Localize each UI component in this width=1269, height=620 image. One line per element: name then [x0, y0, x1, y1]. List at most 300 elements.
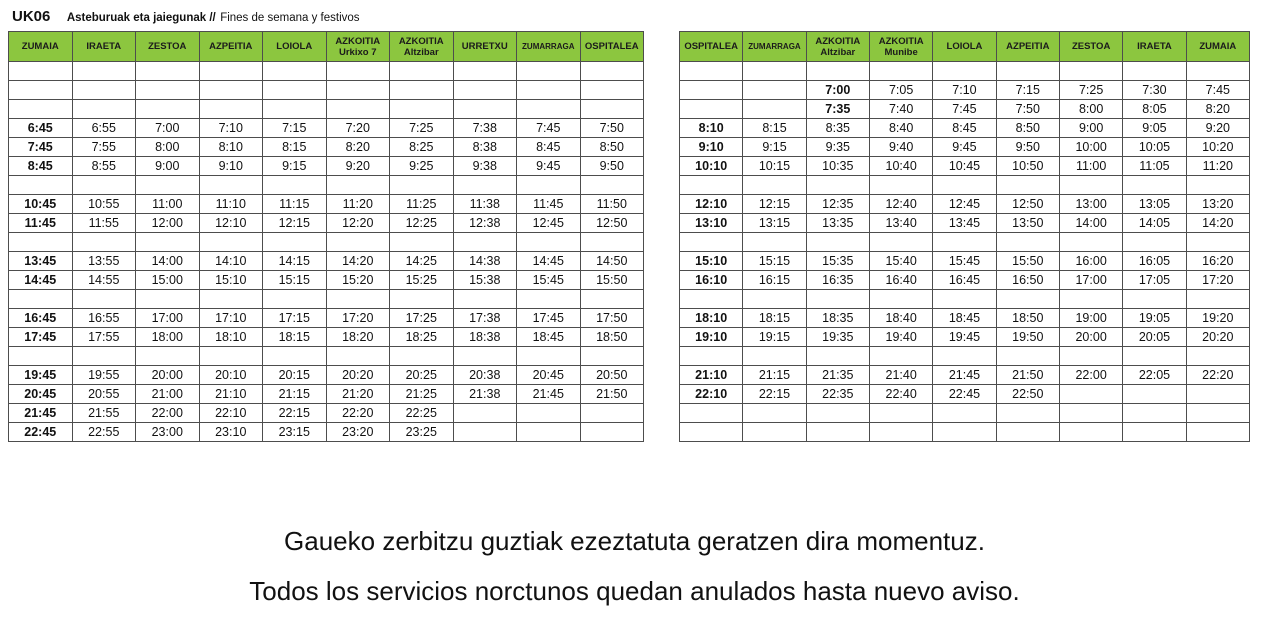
- time-cell: [9, 81, 73, 100]
- time-cell: 9:40: [869, 138, 932, 157]
- time-cell: [680, 62, 743, 81]
- time-cell: [326, 62, 390, 81]
- time-cell: 21:15: [263, 385, 327, 404]
- time-cell: [390, 176, 454, 195]
- time-cell: [453, 423, 517, 442]
- time-cell: 7:40: [869, 100, 932, 119]
- time-cell: 8:45: [933, 119, 996, 138]
- time-cell: 20:00: [1059, 328, 1122, 347]
- time-cell: [517, 347, 581, 366]
- time-cell: [806, 62, 869, 81]
- time-cell: [1186, 385, 1249, 404]
- time-cell: 23:25: [390, 423, 454, 442]
- time-cell: 23:00: [136, 423, 200, 442]
- time-cell: 14:00: [1059, 214, 1122, 233]
- time-cell: [580, 347, 644, 366]
- time-cell: 16:05: [1123, 252, 1186, 271]
- time-cell: 15:15: [743, 252, 806, 271]
- time-cell: [326, 290, 390, 309]
- time-cell: [263, 347, 327, 366]
- column-header: [1186, 32, 1249, 62]
- time-cell: [996, 423, 1059, 442]
- time-cell: 12:10: [199, 214, 263, 233]
- time-cell: [326, 100, 390, 119]
- time-cell: 23:10: [199, 423, 263, 442]
- time-cell: 13:45: [933, 214, 996, 233]
- column-stop-name: Altzibar: [403, 46, 439, 58]
- column-header: [869, 32, 932, 62]
- time-cell: [580, 233, 644, 252]
- table-row: [9, 195, 644, 214]
- column-station-name: AZKOITIA: [335, 35, 381, 47]
- time-cell: 15:25: [390, 271, 454, 290]
- time-cell: 17:15: [263, 309, 327, 328]
- timetable-return: [679, 31, 1250, 442]
- time-cell: [390, 100, 454, 119]
- column-station-name: LOIOLA: [946, 41, 983, 52]
- column-header: [806, 32, 869, 62]
- time-cell: [1123, 404, 1186, 423]
- time-cell: [680, 347, 743, 366]
- header-row: [9, 32, 644, 62]
- time-cell: [390, 290, 454, 309]
- time-cell: 7:25: [1059, 81, 1122, 100]
- time-cell: [806, 347, 869, 366]
- column-stop-name: Altzibar: [820, 46, 856, 58]
- table-row: [9, 347, 644, 366]
- time-cell: [453, 81, 517, 100]
- time-cell: 13:20: [1186, 195, 1249, 214]
- time-cell: 19:00: [1059, 309, 1122, 328]
- time-cell: 14:50: [580, 252, 644, 271]
- time-cell: 8:35: [806, 119, 869, 138]
- time-cell: 20:50: [580, 366, 644, 385]
- table-row: [680, 233, 1250, 252]
- time-cell: [263, 62, 327, 81]
- table-row: [680, 328, 1250, 347]
- time-cell: 7:05: [869, 81, 932, 100]
- table-row: [9, 62, 644, 81]
- time-cell: 17:05: [1123, 271, 1186, 290]
- table-row: [9, 328, 644, 347]
- time-cell: [1123, 347, 1186, 366]
- column-station-name: URRETXU: [461, 41, 508, 52]
- time-cell: 22:50: [996, 385, 1059, 404]
- time-cell: [933, 404, 996, 423]
- time-cell: 12:50: [580, 214, 644, 233]
- time-cell: [390, 62, 454, 81]
- time-cell: 9:50: [580, 157, 644, 176]
- time-cell: 7:15: [996, 81, 1059, 100]
- time-cell: [263, 290, 327, 309]
- time-cell: 22:55: [72, 423, 136, 442]
- time-cell: 18:45: [517, 328, 581, 347]
- column-header: [680, 32, 743, 62]
- time-cell: [199, 290, 263, 309]
- time-cell: 7:00: [806, 81, 869, 100]
- time-cell: [680, 233, 743, 252]
- time-cell: 19:15: [743, 328, 806, 347]
- time-cell: 13:55: [72, 252, 136, 271]
- table-row: [9, 404, 644, 423]
- time-cell: 15:50: [996, 252, 1059, 271]
- time-cell: 11:20: [326, 195, 390, 214]
- time-cell: 15:20: [326, 271, 390, 290]
- time-cell: 8:45: [517, 138, 581, 157]
- time-cell: [263, 81, 327, 100]
- time-cell: 19:05: [1123, 309, 1186, 328]
- time-cell: [680, 81, 743, 100]
- time-cell: 8:25: [390, 138, 454, 157]
- column-station-name: ZESTOA: [148, 41, 187, 52]
- time-cell: 17:45: [517, 309, 581, 328]
- time-cell: 11:20: [1186, 157, 1249, 176]
- time-cell: 22:20: [326, 404, 390, 423]
- time-cell: 19:20: [1186, 309, 1249, 328]
- time-cell: [1123, 233, 1186, 252]
- time-cell: [1059, 385, 1122, 404]
- time-cell: 21:00: [136, 385, 200, 404]
- time-cell: 18:50: [996, 309, 1059, 328]
- time-cell: [1186, 176, 1249, 195]
- time-cell: 22:20: [1186, 366, 1249, 385]
- time-cell: 21:45: [933, 366, 996, 385]
- time-cell: 8:45: [9, 157, 73, 176]
- time-cell: 18:38: [453, 328, 517, 347]
- column-stop-name: Urkixo 7: [339, 46, 377, 58]
- table-row: [680, 176, 1250, 195]
- time-cell: 10:20: [1186, 138, 1249, 157]
- time-cell: [517, 62, 581, 81]
- time-cell: 9:20: [326, 157, 390, 176]
- time-cell: 10:40: [869, 157, 932, 176]
- time-cell: 17:50: [580, 309, 644, 328]
- time-cell: 11:15: [263, 195, 327, 214]
- table-row: [680, 252, 1250, 271]
- time-cell: [453, 404, 517, 423]
- time-cell: [453, 233, 517, 252]
- time-cell: 14:25: [390, 252, 454, 271]
- time-cell: 7:45: [9, 138, 73, 157]
- time-cell: [869, 62, 932, 81]
- time-cell: 8:55: [72, 157, 136, 176]
- time-cell: 12:10: [680, 195, 743, 214]
- time-cell: 20:45: [517, 366, 581, 385]
- time-cell: [933, 62, 996, 81]
- column-header: [517, 32, 581, 62]
- time-cell: 15:45: [517, 271, 581, 290]
- time-cell: 10:15: [743, 157, 806, 176]
- table-row: [9, 100, 644, 119]
- time-cell: 21:20: [326, 385, 390, 404]
- notice-spanish: Todos los servicios norctunos quedan anulados hasta nuevo aviso.: [249, 576, 1020, 606]
- time-cell: 21:50: [996, 366, 1059, 385]
- time-cell: 12:40: [869, 195, 932, 214]
- time-cell: 19:35: [806, 328, 869, 347]
- time-cell: [996, 290, 1059, 309]
- time-cell: 18:35: [806, 309, 869, 328]
- time-cell: 9:15: [743, 138, 806, 157]
- time-cell: 8:38: [453, 138, 517, 157]
- time-cell: 20:20: [326, 366, 390, 385]
- time-cell: 21:50: [580, 385, 644, 404]
- time-cell: [680, 423, 743, 442]
- time-cell: [933, 176, 996, 195]
- time-cell: [517, 233, 581, 252]
- time-cell: [743, 176, 806, 195]
- time-cell: [326, 81, 390, 100]
- table-row: [680, 290, 1250, 309]
- time-cell: [933, 290, 996, 309]
- time-cell: 7:45: [517, 119, 581, 138]
- table-row: [9, 366, 644, 385]
- time-cell: [1059, 404, 1122, 423]
- time-cell: 15:38: [453, 271, 517, 290]
- time-cell: [869, 404, 932, 423]
- time-cell: [72, 100, 136, 119]
- time-cell: 13:45: [9, 252, 73, 271]
- time-cell: 21:15: [743, 366, 806, 385]
- time-cell: 22:05: [1123, 366, 1186, 385]
- time-cell: 8:10: [199, 138, 263, 157]
- table-row: [680, 366, 1250, 385]
- time-cell: 17:55: [72, 328, 136, 347]
- time-cell: [136, 233, 200, 252]
- time-cell: 14:45: [517, 252, 581, 271]
- time-cell: 17:38: [453, 309, 517, 328]
- column-station-name: OSPITALEA: [684, 41, 738, 52]
- time-cell: 14:10: [199, 252, 263, 271]
- time-cell: 21:45: [517, 385, 581, 404]
- table-row: [680, 62, 1250, 81]
- time-cell: [869, 233, 932, 252]
- time-cell: 20:00: [136, 366, 200, 385]
- table-row: [9, 157, 644, 176]
- time-cell: 18:00: [136, 328, 200, 347]
- time-cell: [869, 423, 932, 442]
- time-cell: 8:10: [680, 119, 743, 138]
- time-cell: [9, 290, 73, 309]
- time-cell: [72, 347, 136, 366]
- time-cell: 12:45: [517, 214, 581, 233]
- time-cell: 18:50: [580, 328, 644, 347]
- time-cell: 9:25: [390, 157, 454, 176]
- time-cell: [453, 290, 517, 309]
- time-cell: 13:35: [806, 214, 869, 233]
- time-cell: [580, 62, 644, 81]
- time-cell: 15:00: [136, 271, 200, 290]
- time-cell: 15:10: [199, 271, 263, 290]
- table-row: [9, 233, 644, 252]
- time-cell: 9:00: [1059, 119, 1122, 138]
- time-cell: 16:45: [9, 309, 73, 328]
- time-cell: [136, 347, 200, 366]
- time-cell: 20:05: [1123, 328, 1186, 347]
- time-cell: [743, 290, 806, 309]
- time-cell: 22:00: [136, 404, 200, 423]
- time-cell: [869, 347, 932, 366]
- time-cell: 6:45: [9, 119, 73, 138]
- time-cell: [743, 100, 806, 119]
- time-cell: 7:45: [933, 100, 996, 119]
- time-cell: 17:20: [1186, 271, 1249, 290]
- time-cell: 23:15: [263, 423, 327, 442]
- time-cell: [1186, 233, 1249, 252]
- time-cell: [9, 62, 73, 81]
- time-cell: [199, 100, 263, 119]
- time-cell: [933, 233, 996, 252]
- column-station-name: AZKOITIA: [878, 35, 924, 47]
- time-cell: [806, 423, 869, 442]
- time-cell: [136, 176, 200, 195]
- time-cell: [680, 176, 743, 195]
- time-cell: 20:25: [390, 366, 454, 385]
- time-cell: 22:45: [9, 423, 73, 442]
- time-cell: 22:25: [390, 404, 454, 423]
- title-spanish: Fines de semana y festivos: [220, 12, 360, 24]
- time-cell: 14:05: [1123, 214, 1186, 233]
- time-cell: 18:10: [680, 309, 743, 328]
- time-cell: 18:45: [933, 309, 996, 328]
- table-row: [680, 157, 1250, 176]
- time-cell: 8:40: [869, 119, 932, 138]
- time-cell: [453, 100, 517, 119]
- time-cell: 14:20: [326, 252, 390, 271]
- time-cell: [580, 404, 644, 423]
- time-cell: 12:15: [743, 195, 806, 214]
- time-cell: [9, 100, 73, 119]
- table-row: [9, 309, 644, 328]
- time-cell: 16:20: [1186, 252, 1249, 271]
- column-station-name: IRAETA: [1137, 41, 1172, 52]
- time-cell: 10:50: [996, 157, 1059, 176]
- time-cell: 21:10: [680, 366, 743, 385]
- column-header: [996, 32, 1059, 62]
- time-cell: 18:40: [869, 309, 932, 328]
- time-cell: 18:15: [263, 328, 327, 347]
- time-cell: [1123, 62, 1186, 81]
- time-cell: [390, 81, 454, 100]
- time-cell: 14:15: [263, 252, 327, 271]
- time-cell: 9:10: [680, 138, 743, 157]
- column-station-name: AZPEITIA: [209, 41, 253, 52]
- time-cell: [517, 100, 581, 119]
- table-row: [680, 100, 1250, 119]
- route-code: UK06: [12, 8, 51, 25]
- time-cell: 8:05: [1123, 100, 1186, 119]
- time-cell: 18:25: [390, 328, 454, 347]
- table-row: [680, 119, 1250, 138]
- column-header: [453, 32, 517, 62]
- time-cell: [1059, 347, 1122, 366]
- time-cell: 11:25: [390, 195, 454, 214]
- time-cell: 20:15: [263, 366, 327, 385]
- time-cell: [263, 233, 327, 252]
- column-header: [390, 32, 454, 62]
- time-cell: [806, 233, 869, 252]
- table-row: [680, 271, 1250, 290]
- time-cell: 7:35: [806, 100, 869, 119]
- time-cell: [1186, 62, 1249, 81]
- table-row: [9, 385, 644, 404]
- time-cell: [1059, 290, 1122, 309]
- time-cell: 17:00: [136, 309, 200, 328]
- time-cell: [199, 347, 263, 366]
- time-cell: [1186, 423, 1249, 442]
- time-cell: [1123, 385, 1186, 404]
- time-cell: 7:10: [933, 81, 996, 100]
- time-cell: [72, 62, 136, 81]
- time-cell: [743, 233, 806, 252]
- time-cell: 22:10: [199, 404, 263, 423]
- time-cell: 13:50: [996, 214, 1059, 233]
- time-cell: 13:00: [1059, 195, 1122, 214]
- time-cell: 22:40: [869, 385, 932, 404]
- time-cell: 14:00: [136, 252, 200, 271]
- time-cell: 10:55: [72, 195, 136, 214]
- time-cell: 14:38: [453, 252, 517, 271]
- time-cell: [453, 176, 517, 195]
- time-cell: [390, 347, 454, 366]
- time-cell: [743, 347, 806, 366]
- column-station-name: LOIOLA: [276, 41, 313, 52]
- time-cell: [9, 347, 73, 366]
- time-cell: [136, 62, 200, 81]
- column-station-name: ZUMARRAGA: [522, 42, 575, 51]
- title-basque: Asteburuak eta jaiegunak //: [66, 12, 216, 24]
- time-cell: 19:55: [72, 366, 136, 385]
- time-cell: 12:20: [326, 214, 390, 233]
- time-cell: 10:45: [933, 157, 996, 176]
- time-cell: [806, 290, 869, 309]
- time-cell: 7:55: [72, 138, 136, 157]
- time-cell: 11:00: [1059, 157, 1122, 176]
- time-cell: 10:00: [1059, 138, 1122, 157]
- time-cell: 10:10: [680, 157, 743, 176]
- time-cell: 17:20: [326, 309, 390, 328]
- time-cell: [1059, 233, 1122, 252]
- time-cell: 22:15: [743, 385, 806, 404]
- time-cell: [933, 347, 996, 366]
- table-row: [9, 252, 644, 271]
- time-cell: 12:00: [136, 214, 200, 233]
- time-cell: [390, 233, 454, 252]
- time-cell: [743, 62, 806, 81]
- column-station-name: IRAETA: [86, 41, 122, 52]
- column-header: [933, 32, 996, 62]
- column-header: [743, 32, 806, 62]
- table-row: [680, 195, 1250, 214]
- column-station-name: AZKOITIA: [815, 35, 861, 47]
- time-cell: [680, 404, 743, 423]
- time-cell: [199, 62, 263, 81]
- time-cell: [453, 62, 517, 81]
- time-cell: [869, 290, 932, 309]
- time-cell: [326, 233, 390, 252]
- time-cell: [72, 176, 136, 195]
- time-cell: [1123, 423, 1186, 442]
- time-cell: 6:55: [72, 119, 136, 138]
- table-row: [9, 81, 644, 100]
- time-cell: [743, 423, 806, 442]
- time-cell: 8:20: [326, 138, 390, 157]
- time-cell: 9:45: [517, 157, 581, 176]
- time-cell: 17:10: [199, 309, 263, 328]
- time-cell: 7:10: [199, 119, 263, 138]
- time-cell: 15:50: [580, 271, 644, 290]
- table-row: [680, 81, 1250, 100]
- column-header: [1123, 32, 1186, 62]
